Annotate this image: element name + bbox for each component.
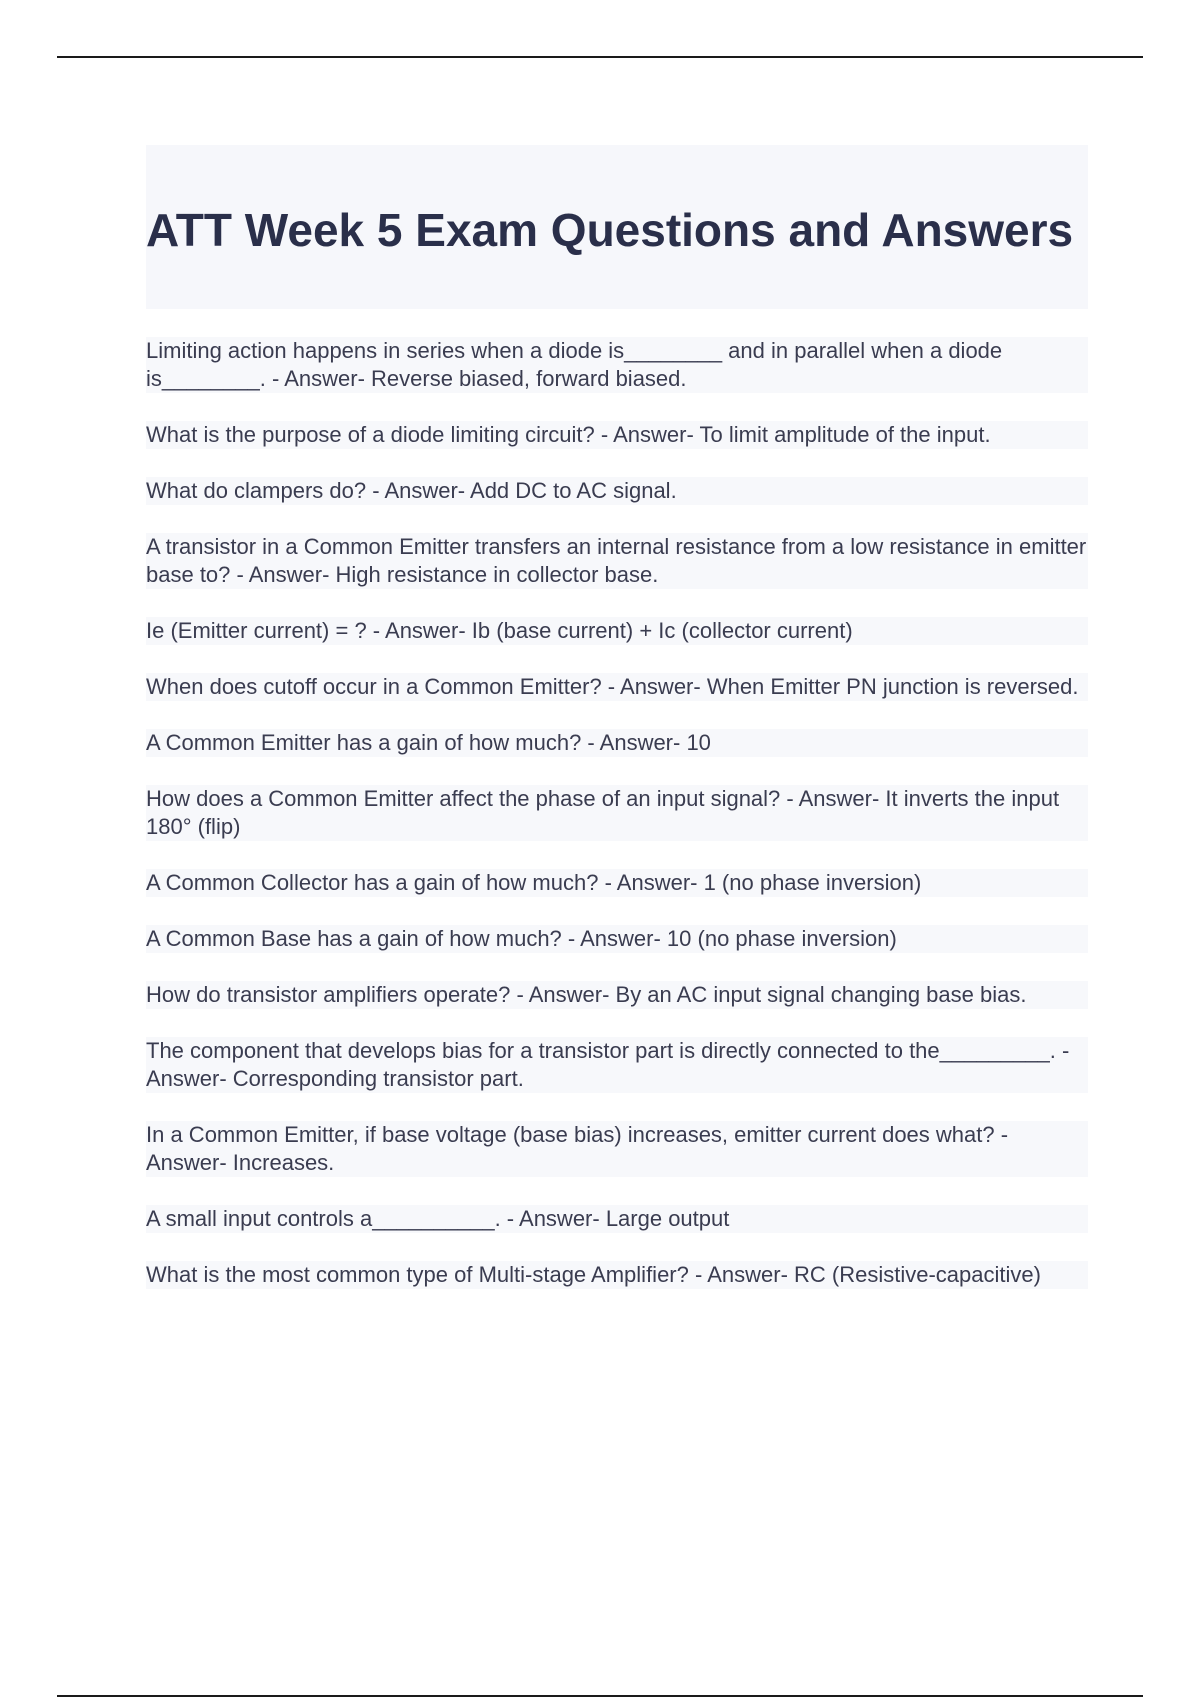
qa-item: A Common Emitter has a gain of how much? - Answer- 10 (146, 729, 1088, 757)
qa-item: How do transistor amplifiers operate? - Answer- By an AC input signal changing base bias. (146, 981, 1088, 1009)
qa-item: A small input controls a__________. - Answer- Large output (146, 1205, 1088, 1233)
qa-item: Limiting action happens in series when a diode is________ and in parallel when a diode is________. - Answer- Reverse biased, forward biased. (146, 337, 1088, 393)
qa-list (146, 337, 1088, 1289)
top-rule (57, 56, 1143, 58)
page-title: ATT Week 5 Exam Questions and Answers (146, 204, 1074, 256)
qa-item: What do clampers do? - Answer- Add DC to AC signal. (146, 477, 1088, 505)
qa-item: Ie (Emitter current) = ? - Answer- Ib (base current) + Ic (collector current) (146, 617, 1088, 645)
qa-item: In a Common Emitter, if base voltage (base bias) increases, emitter current does what? - Answer- Increases. (146, 1121, 1088, 1177)
document-body (146, 145, 1088, 1317)
qa-item: What is the most common type of Multi-stage Amplifier? - Answer- RC (Resistive-capacitive) (146, 1261, 1088, 1289)
bottom-rule (57, 1695, 1143, 1697)
qa-item: A Common Base has a gain of how much? - Answer- 10 (no phase inversion) (146, 925, 1088, 953)
qa-item: What is the purpose of a diode limiting circuit? - Answer- To limit amplitude of the input. (146, 421, 1088, 449)
title-block (146, 145, 1088, 309)
qa-item: A Common Collector has a gain of how much? - Answer- 1 (no phase inversion) (146, 869, 1088, 897)
qa-item: A transistor in a Common Emitter transfers an internal resistance from a low resistance in emitter base to? - Answer- High resistance in collector base. (146, 534, 1087, 587)
qa-item: The component that develops bias for a transistor part is directly connected to the_________. - Answer- Corresponding transistor part. (146, 1037, 1088, 1093)
qa-item: How does a Common Emitter affect the phase of an input signal? - Answer- It inverts the input 180° (flip) (146, 785, 1088, 841)
qa-item: When does cutoff occur in a Common Emitter? - Answer- When Emitter PN junction is reversed. (146, 673, 1088, 701)
